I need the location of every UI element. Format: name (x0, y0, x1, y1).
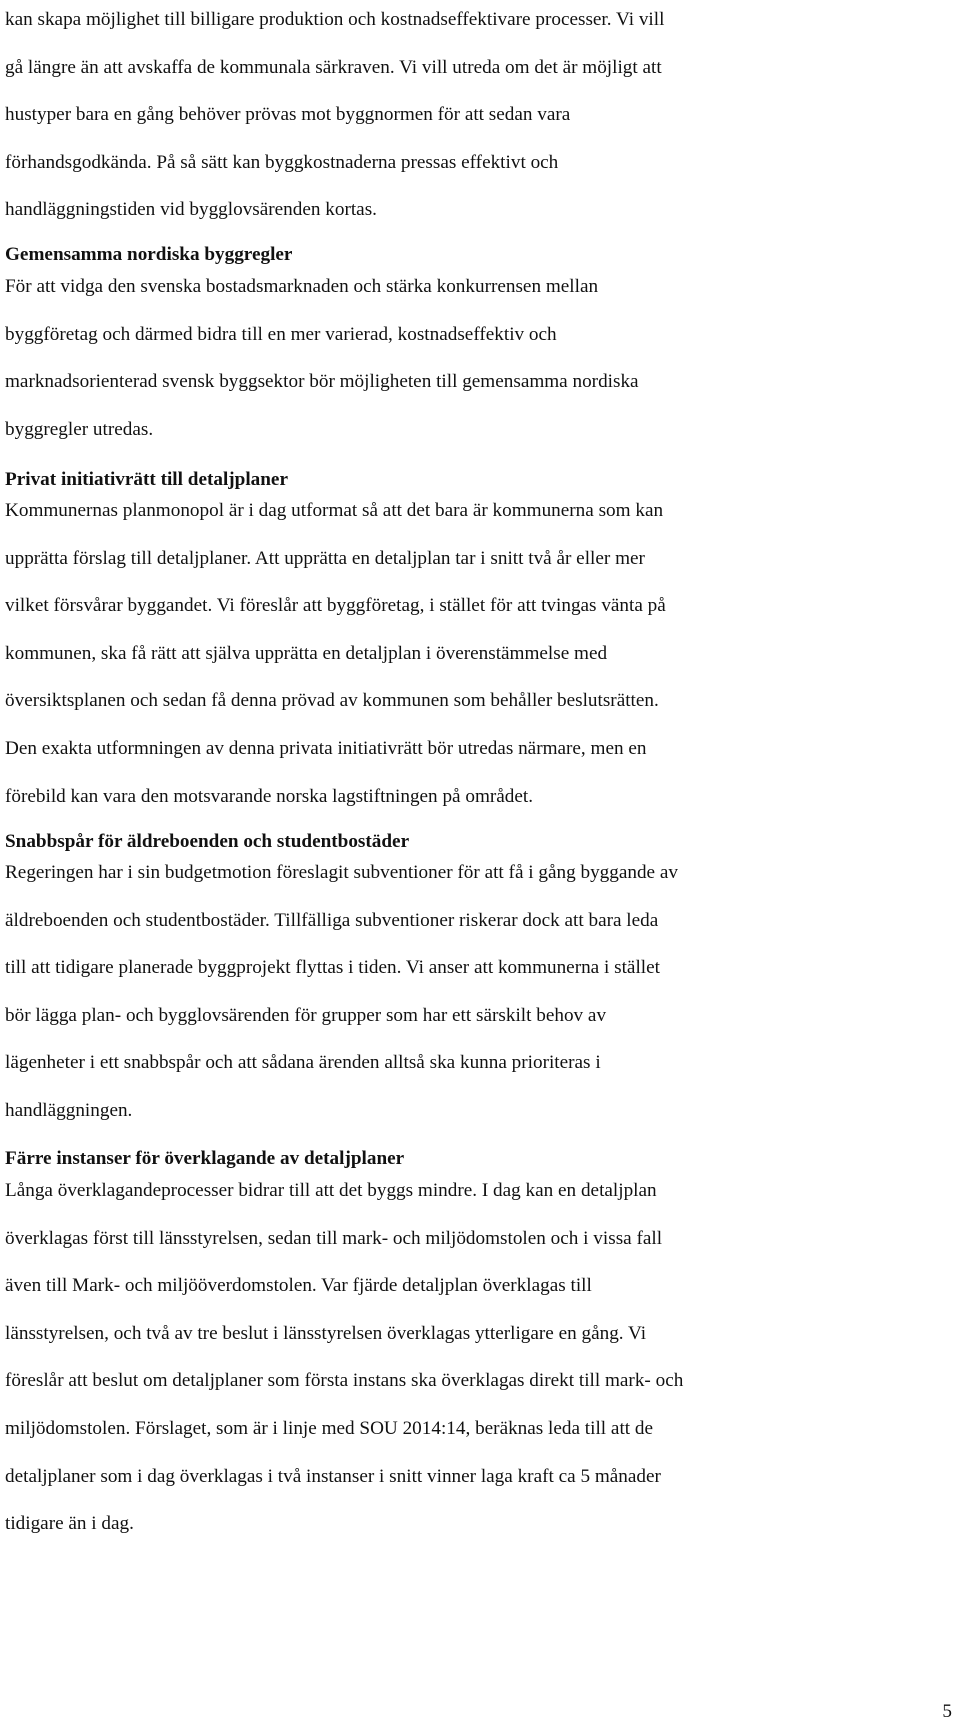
paragraph-line: marknadsorienterad svensk byggsektor bör möjligheten till gemensamma nordiska (5, 371, 639, 393)
section-heading: Gemensamma nordiska byggregler (5, 244, 293, 265)
section-heading: Privat initiativrätt till detaljplaner (5, 469, 288, 490)
paragraph-line: handläggningstiden vid bygglovsärenden kortas. (5, 199, 377, 221)
paragraph-line: även till Mark- och miljööverdomstolen. Var fjärde detaljplan överklagas till (5, 1275, 592, 1297)
page-number: 5 (942, 1701, 952, 1722)
paragraph-line: till att tidigare planerade byggprojekt flyttas i tiden. Vi anser att kommunerna i stället (5, 957, 660, 979)
paragraph-line: kommunen, ska få rätt att själva upprätta en detaljplan i överenstämmelse med (5, 642, 608, 664)
section-paragraph (5, 1167, 935, 1548)
section-heading: Snabbspår för äldreboenden och studentbostäder (5, 831, 410, 852)
paragraph-line: äldreboenden och studentbostäder. Tillfälliga subventioner riskerar dock att bara leda (5, 909, 659, 931)
paragraph-line: gå längre än att avskaffa de kommunala särkraven. Vi vill utreda om det är möjligt att (5, 56, 662, 78)
paragraph-line: Kommunernas planmonopol är i dag utformat så att det bara är kommunerna som kan (5, 500, 664, 521)
section-paragraph (5, 487, 935, 820)
paragraph-line: bör lägga plan- och bygglovsärenden för grupper som har ett särskilt behov av (5, 1004, 607, 1026)
paragraph-line: föreslår att beslut om detaljplaner som första instans ska överklagas direkt till mark- och (5, 1370, 684, 1392)
paragraph-line: handläggningen. (5, 1099, 133, 1121)
section-paragraph (5, 263, 935, 453)
section-heading: Färre instanser för överklagande av detaljplaner (5, 1148, 405, 1169)
paragraph-line: lägenheter i ett snabbspår och att sådana ärenden alltså ska kunna prioriteras i (5, 1052, 601, 1074)
paragraph-line: För att vidga den svenska bostadsmarknaden och stärka konkurrensen mellan (5, 276, 599, 297)
paragraph-line: förhandsgodkända. På så sätt kan byggkostnaderna pressas effektivt och (5, 151, 559, 173)
paragraph-line: Regeringen har i sin budgetmotion föreslagit subventioner för att få i gång byggande av (5, 862, 678, 883)
paragraph-line: detaljplaner som i dag överklagas i två instanser i snitt vinner laga kraft ca 5 månader (5, 1465, 661, 1487)
paragraph-line: Långa överklagandeprocesser bidrar till att det byggs mindre. I dag kan en detaljplan (5, 1180, 657, 1201)
paragraph-line: byggföretag och därmed bidra till en mer varierad, kostnadseffektiv och (5, 323, 557, 345)
paragraph-line: upprätta förslag till detaljplaner. Att upprätta en detaljplan tar i snitt två år eller mer (5, 547, 645, 569)
section-paragraph (5, 849, 935, 1135)
paragraph-line: tidigare än i dag. (5, 1513, 134, 1535)
paragraph-line: kan skapa möjlighet till billigare produktion och kostnadseffektivare processer. Vi vill (5, 9, 665, 30)
paragraph-line: överklagas först till länsstyrelsen, sedan till mark- och miljödomstolen och i vissa fall (5, 1227, 663, 1249)
intro-paragraph (5, 0, 935, 234)
paragraph-line: miljödomstolen. Förslaget, som är i linje med SOU 2014:14, beräknas leda till att de (5, 1417, 654, 1439)
paragraph-line: Den exakta utformningen av denna privata initiativrätt bör utredas närmare, men en (5, 737, 647, 759)
paragraph-line: byggregler utredas. (5, 418, 154, 440)
paragraph-line: förebild kan vara den motsvarande norska lagstiftningen på området. (5, 785, 534, 807)
paragraph-line: översiktsplanen och sedan få denna prövad av kommunen som behåller beslutsrätten. (5, 690, 659, 712)
paragraph-line: vilket försvårar byggandet. Vi föreslår att byggföretag, i stället för att tvingas vänta på (5, 595, 666, 617)
paragraph-line: länsstyrelsen, och två av tre beslut i länsstyrelsen överklagas ytterligare en gång. Vi (5, 1322, 647, 1344)
paragraph-line: hustyper bara en gång behöver prövas mot byggnormen för att sedan vara (5, 104, 571, 126)
